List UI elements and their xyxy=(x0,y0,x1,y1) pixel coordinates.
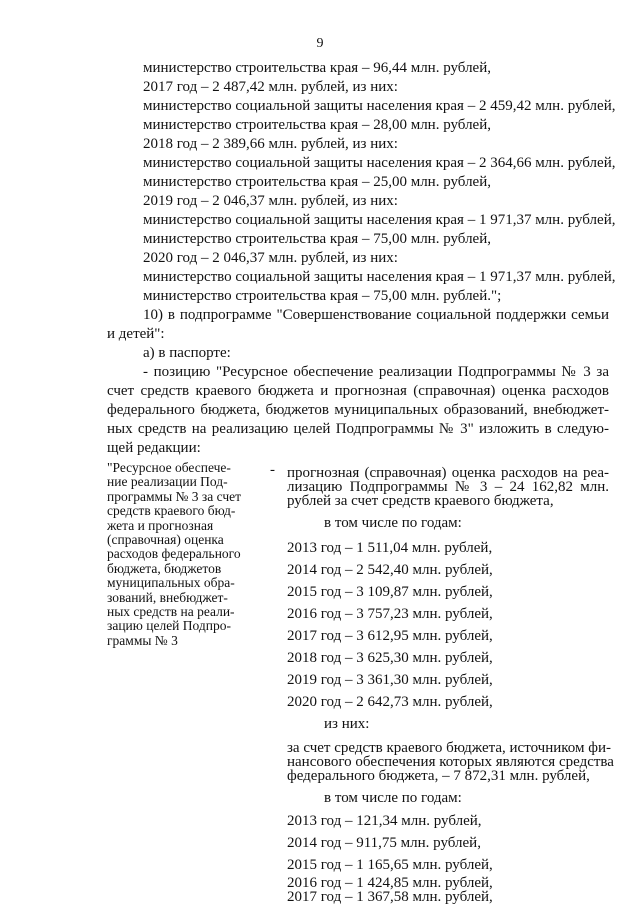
regional-line: нансового обеспечения которых являются средства xyxy=(287,754,614,770)
intro-line: прогнозная (справочная) оценка расходов на реа- xyxy=(287,465,609,481)
paragraph-line: - позицию "Ресурсное обеспечение реализации Подпрограммы № 3 за xyxy=(143,364,609,380)
year-total-line: 2020 год – 2 642,73 млн. рублей, xyxy=(287,694,493,710)
year-regional-line: 2013 год – 121,34 млн. рублей, xyxy=(287,813,482,829)
text-line: министерство социальной защиты населения края – 1 971,37 млн. рублей, xyxy=(143,269,616,285)
page-number: 9 xyxy=(316,36,324,51)
item-10-line: и детей": xyxy=(107,326,165,342)
year-total-line: 2019 год – 3 361,30 млн. рублей, xyxy=(287,672,493,688)
year-total-line: 2013 год – 1 511,04 млн. рублей, xyxy=(287,540,493,556)
cell-line: расходов федерального xyxy=(107,546,241,562)
paragraph-line: федерального бюджета, бюджетов муниципальных образований, внебюджет- xyxy=(107,402,609,418)
cell-line: зацию целей Подпро- xyxy=(107,618,231,634)
text-line: 2020 год – 2 046,37 млн. рублей, из них: xyxy=(143,250,398,266)
text-line: министерство строительства края – 28,00 млн. рублей, xyxy=(143,117,491,133)
cell-dash: - xyxy=(270,462,275,478)
year-total-line: 2018 год – 3 625,30 млн. рублей, xyxy=(287,650,493,666)
cell-line: ние реализации Под- xyxy=(107,474,228,490)
year-regional-line: 2015 год – 1 165,65 млн. рублей, xyxy=(287,857,493,873)
text-line: 2017 год – 2 487,42 млн. рублей, из них: xyxy=(143,79,398,95)
paragraph-line: ных средств на реализацию целей Подпрограммы № 3" изложить в следую- xyxy=(107,421,609,437)
by-years-label-2: в том числе по годам: xyxy=(324,790,462,806)
year-total-line: 2017 год – 3 612,95 млн. рублей, xyxy=(287,628,493,644)
text-line: министерство социальной защиты населения края – 1 971,37 млн. рублей, xyxy=(143,212,616,228)
paragraph-line: щей редакции: xyxy=(107,440,201,456)
passport-label: а) в паспорте: xyxy=(143,345,231,361)
text-line: министерство социальной защиты населения края – 2 459,42 млн. рублей, xyxy=(143,98,616,114)
text-line: министерство социальной защиты населения края – 2 364,66 млн. рублей, xyxy=(143,155,616,171)
year-regional-line: 2017 год – 1 367,58 млн. рублей, xyxy=(287,889,493,905)
cell-line: зований, внебюджет- xyxy=(107,589,228,605)
cell-line: (справочная) оценка xyxy=(107,532,224,548)
text-line: министерство строительства края – 75,00 млн. рублей, xyxy=(143,231,491,247)
cell-line: жета и прогнозная xyxy=(107,517,214,533)
year-regional-line: 2014 год – 911,75 млн. рублей, xyxy=(287,835,481,851)
cell-line: бюджета, бюджетов xyxy=(107,560,222,576)
paragraph-line: счет средств краевого бюджета и прогнозная (справочная) оценка расходов xyxy=(107,383,609,399)
year-total-line: 2014 год – 2 542,40 млн. рублей, xyxy=(287,562,493,578)
intro-line: рублей за счет средств краевого бюджета, xyxy=(287,493,554,509)
cell-line: граммы № 3 xyxy=(107,632,178,648)
cell-line: программы № 3 за счет xyxy=(107,488,242,504)
text-line: 2019 год – 2 046,37 млн. рублей, из них: xyxy=(143,193,398,209)
cell-line: муниципальных обра- xyxy=(107,575,235,591)
text-line: министерство строительства края – 75,00 млн. рублей."; xyxy=(143,288,502,304)
year-regional-line: 2016 год – 1 424,85 млн. рублей, xyxy=(287,875,493,891)
resource-label-cell xyxy=(107,461,257,648)
text-line: 2018 год – 2 389,66 млн. рублей, из них: xyxy=(143,136,398,152)
regional-line: федерального бюджета, – 7 872,31 млн. рублей, xyxy=(287,768,590,784)
text-line: министерство строительства края – 96,44 млн. рублей, xyxy=(143,60,491,76)
regional-line: за счет средств краевого бюджета, источником фи- xyxy=(287,740,612,756)
year-total-line: 2016 год – 3 757,23 млн. рублей, xyxy=(287,606,493,622)
item-10-line: 10) в подпрограмме "Совершенствование социальной поддержки семьи xyxy=(143,307,609,323)
cell-line: ных средств на реали- xyxy=(107,604,235,620)
cell-line: средств краевого бюд- xyxy=(107,503,236,519)
text-line: министерство строительства края – 25,00 млн. рублей, xyxy=(143,174,491,190)
by-years-label: в том числе по годам: xyxy=(324,515,462,531)
year-total-line: 2015 год – 3 109,87 млн. рублей, xyxy=(287,584,493,600)
intro-line: лизацию Подпрограммы № 3 – 24 162,82 млн. xyxy=(287,479,609,495)
of-them-label: из них: xyxy=(324,716,370,732)
cell-line: "Ресурсное обеспече- xyxy=(107,460,231,475)
